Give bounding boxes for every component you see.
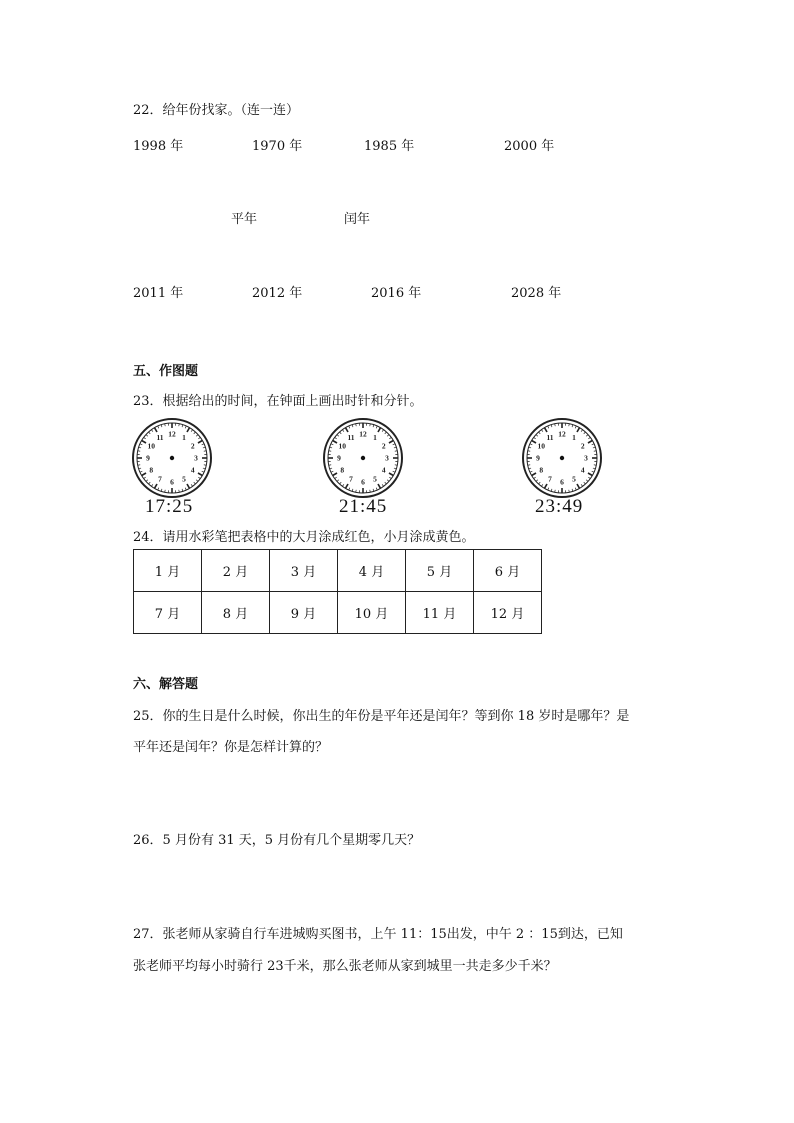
clock-number: 11 xyxy=(156,432,164,442)
label-leap-year: 闰年 xyxy=(344,212,371,227)
label-common-year: 平年 xyxy=(231,212,258,227)
q27-line: 张老师平均每小时骑行 23千米，那么张老师从家到城里一共走多少千米？ xyxy=(133,959,557,974)
month-cell[interactable]: 10 月 xyxy=(338,592,406,634)
clock-number: 8 xyxy=(149,465,154,475)
clock-number: 7 xyxy=(349,474,353,484)
q24-title: 24．请用水彩笔把表格中的大月涂成红色，小月涂成黄色。 xyxy=(133,530,475,545)
clock-number: 8 xyxy=(340,465,345,475)
q22-title: 22．给年份找家。（连一连） xyxy=(133,103,300,118)
clock-center-dot xyxy=(560,456,564,460)
month-cell[interactable]: 8 月 xyxy=(202,592,270,634)
clock-center-dot xyxy=(361,456,365,460)
clock-number: 11 xyxy=(347,432,355,442)
month-cell[interactable]: 9 月 xyxy=(270,592,338,634)
q23-title: 23．根据给出的时间，在钟面上画出时针和分针。 xyxy=(133,394,423,409)
clock-number: 9 xyxy=(146,453,150,463)
clock-number: 9 xyxy=(536,453,540,463)
section-title: 五、作图题 xyxy=(133,364,199,379)
clock-number: 2 xyxy=(580,441,585,451)
table-row xyxy=(134,592,542,634)
clock-number: 8 xyxy=(539,465,544,475)
clock-number: 10 xyxy=(147,441,155,451)
month-cell[interactable]: 2 月 xyxy=(202,550,270,592)
clock-number: 2 xyxy=(190,441,195,451)
q25-line: 平年还是闰年？你是怎样计算的？ xyxy=(133,740,329,755)
clock-number: 6 xyxy=(170,477,174,487)
clock-time-label: 23:49 xyxy=(535,496,584,517)
month-cell[interactable]: 7 月 xyxy=(134,592,202,634)
q25-line: 25．你的生日是什么时候，你出生的年份是平年还是闰年？等到你 18 岁时是哪年？是 xyxy=(133,709,630,724)
year-1985: 1985 年 xyxy=(364,139,415,154)
clock-number: 12 xyxy=(558,429,566,439)
table-row xyxy=(134,550,542,592)
month-cell[interactable]: 1 月 xyxy=(134,550,202,592)
year-1998: 1998 年 xyxy=(133,139,184,154)
month-cell[interactable]: 3 月 xyxy=(270,550,338,592)
clock-number: 12 xyxy=(168,429,176,439)
clock-number: 3 xyxy=(584,453,588,463)
year-1970: 1970 年 xyxy=(252,139,303,154)
months-table xyxy=(133,549,542,634)
clock-number: 1 xyxy=(572,432,576,442)
clock-number: 1 xyxy=(182,432,186,442)
clock-number: 5 xyxy=(373,474,377,484)
clock-number: 11 xyxy=(546,432,554,442)
year-2016: 2016 年 xyxy=(371,286,422,301)
q27-line: 27．张老师从家骑自行车进城购买图书，上午 11：15出发，中午 2 ：15到达，已知 xyxy=(133,927,623,942)
q26-line: 26．5 月份有 31 天，5 月份有几个星期零几天？ xyxy=(133,833,421,848)
clock-time-label: 17:25 xyxy=(145,496,194,517)
clock-center-dot xyxy=(170,456,174,460)
clock-number: 4 xyxy=(190,465,195,475)
month-cell[interactable]: 12 月 xyxy=(474,592,542,634)
clock-number: 2 xyxy=(381,441,386,451)
clock-face xyxy=(322,417,404,499)
clock-number: 4 xyxy=(580,465,585,475)
clock-number: 6 xyxy=(560,477,564,487)
clock-number: 7 xyxy=(548,474,552,484)
clock-number: 3 xyxy=(194,453,198,463)
clock-number: 5 xyxy=(572,474,576,484)
month-cell[interactable]: 11 月 xyxy=(406,592,474,634)
clock-number: 12 xyxy=(359,429,367,439)
month-cell[interactable]: 4 月 xyxy=(338,550,406,592)
clock-number: 9 xyxy=(337,453,341,463)
year-2011: 2011 年 xyxy=(133,286,184,301)
clock-number: 6 xyxy=(361,477,365,487)
clock-number: 10 xyxy=(338,441,346,451)
clock-number: 3 xyxy=(385,453,389,463)
clock-number: 1 xyxy=(373,432,377,442)
year-2028: 2028 年 xyxy=(511,286,562,301)
year-2000: 2000 年 xyxy=(504,139,555,154)
clock-face xyxy=(131,417,213,499)
clock-time-label: 21:45 xyxy=(339,496,388,517)
year-2012: 2012 年 xyxy=(252,286,303,301)
section-title: 六、解答题 xyxy=(133,677,199,692)
month-cell[interactable]: 6 月 xyxy=(474,550,542,592)
clock-face xyxy=(521,417,603,499)
clock-number: 10 xyxy=(537,441,545,451)
clock-number: 7 xyxy=(158,474,162,484)
clock-number: 5 xyxy=(182,474,186,484)
clock-number: 4 xyxy=(381,465,386,475)
month-cell[interactable]: 5 月 xyxy=(406,550,474,592)
